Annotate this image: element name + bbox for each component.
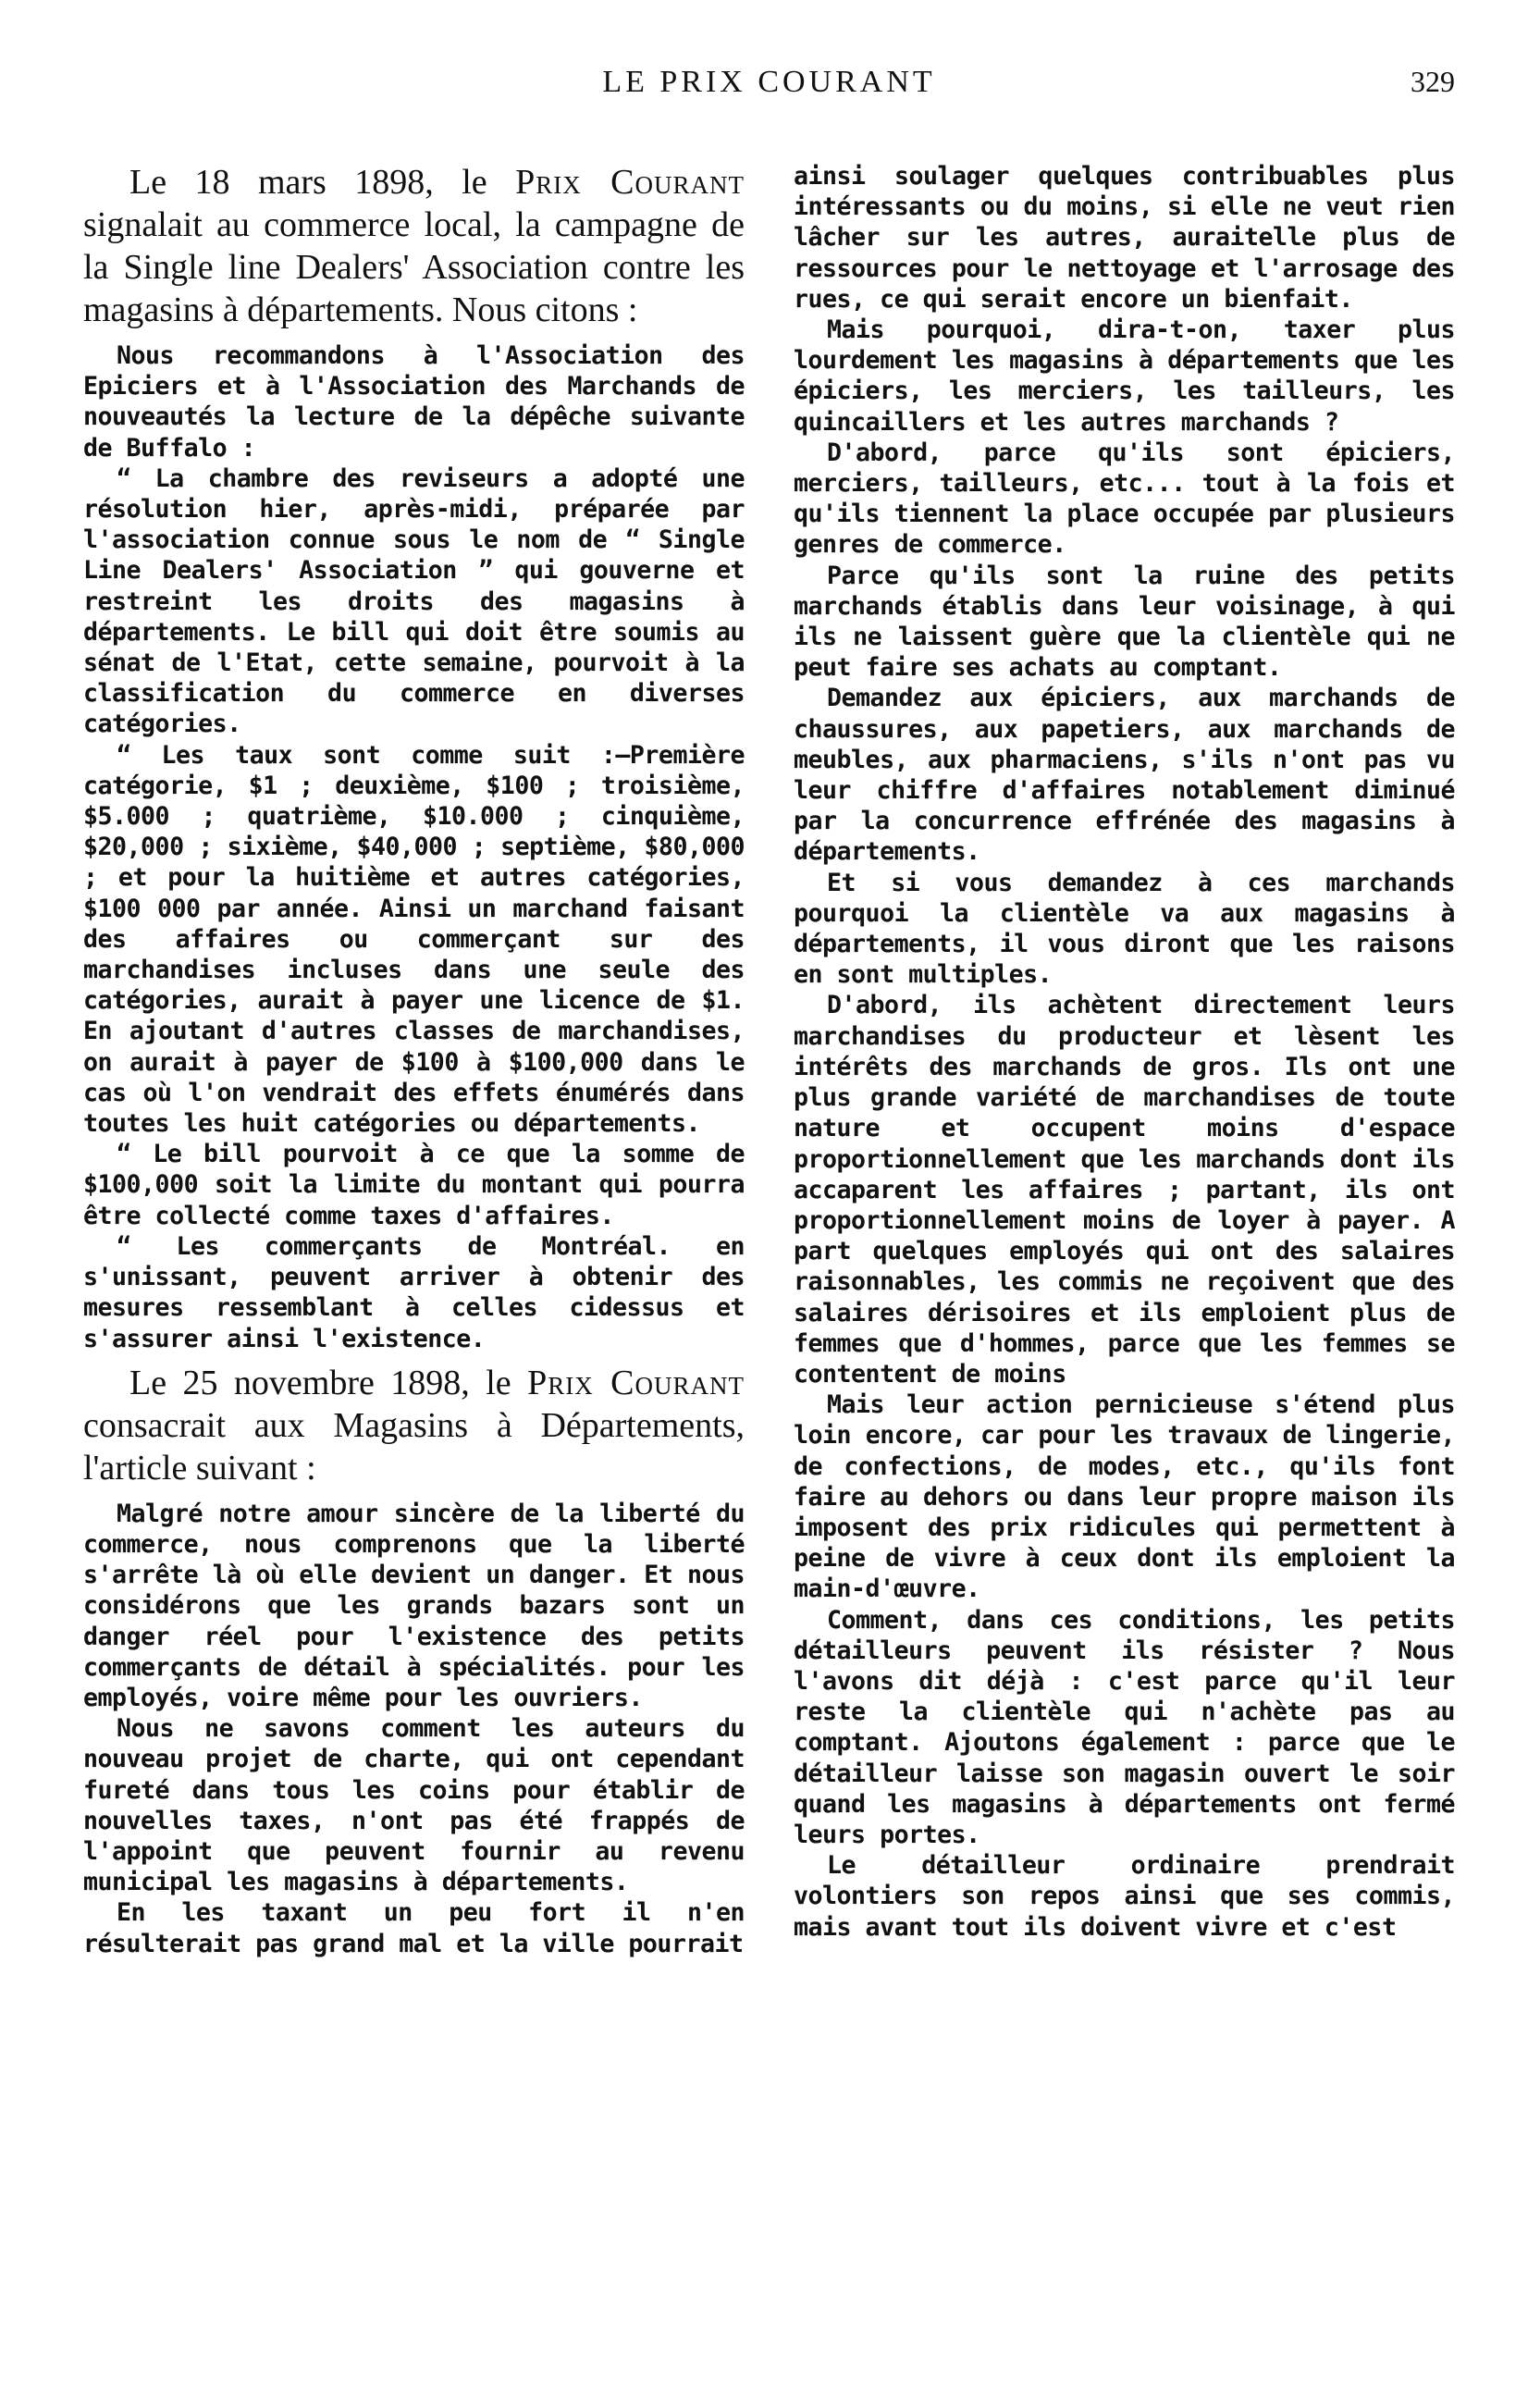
intro2-publication-name: Prix Courant xyxy=(527,1363,745,1402)
right-column xyxy=(794,161,1455,1959)
running-title: LE PRIX COURANT xyxy=(602,65,936,99)
intro-paragraph-1 xyxy=(83,161,745,331)
article-continued-paragraph: ainsi soulager quelques contribuables plus intéressants ou du moins, si elle ne veut rien lâcher sur les autres, auraitelle plus de ressources pour le nettoyage et l'arrosage des rues, ce qui serait encore un bienfait. xyxy=(794,162,1455,314)
article-continued-paragraph: Mais pourquoi, dira-t-on, taxer plus lourdement les magasins à départements que les épiciers, les merciers, les tailleurs, les quincaillers et les autres marchands ? xyxy=(794,315,1455,437)
article-continued-paragraph: Parce qu'ils sont la ruine des petits marchands établis dans leur voisinage, à qui ils ne laissent guère que la clientèle qui ne peut faire ses achats au comptant. xyxy=(794,561,1455,683)
page-header xyxy=(83,65,1455,120)
article-continued-paragraph: Mais leur action pernicieuse s'étend plus loin encore, car pour les travaux de lingerie, de confections, de modes, etc., qu'ils font faire au dehors ou dans leur propre maison ils imposent des prix ridicules qui permettent à peine de vivre à ceux dont ils emploient la main-d'œuvre. xyxy=(794,1390,1455,1604)
article-continued-paragraph: Le détailleur ordinaire prendrait volontiers son repos ainsi que ses commis, mais avant tout ils doivent vivre et c'est xyxy=(794,1851,1455,1942)
article-continued-paragraph: D'abord, ils achètent directement leurs marchandises du producteur et lèsent les intérêts des marchands de gros. Ils ont une plus grande variété de marchandises de toute nature et occupent moins d'espace proportionnellement que les marchands dont ils accaparent les affaires ; partant, ils ont proportionnellement moins de loyer à payer. A part quelques employés qui ont des salaires raisonnables, les commis ne reçoivent que des salaires dérisoires et ils emploient plus de femmes que d'hommes, parce que les femmes se contentent de moins xyxy=(794,991,1455,1389)
intro-paragraph-2 xyxy=(83,1362,745,1489)
article-paragraph: Nous ne savons comment les auteurs du nouveau projet de charte, qui ont cependant fureté dans tous les coins pour établir de nouvelles taxes, n'ont pas été frappés de l'appoint que peuvent fournir au revenu municipal les magasins à départements. xyxy=(83,1714,745,1897)
intro1-text-after: signalait au commerce local, la campagne de la Single line Dealers' Association contre les magasins à départements. Nous citons : xyxy=(83,205,745,329)
intro2-text-before: Le 25 novembre 1898, le xyxy=(129,1363,528,1402)
left-column xyxy=(83,161,745,1959)
quote1-paragraph: “ Le bill pourvoit à ce que la somme de $100,000 soit la limite du montant qui pourra être collecté comme taxes d'affaires. xyxy=(83,1140,745,1230)
article-continued-paragraph: Et si vous demandez à ces marchands pourquoi la clientèle va aux magasins à départements, il vous diront que les raisons en sont multiples. xyxy=(794,868,1455,990)
text-columns xyxy=(83,161,1455,1959)
intro1-text-before: Le 18 mars 1898, le xyxy=(129,163,516,202)
article-continued-paragraph: Comment, dans ces conditions, les petits détailleurs peuvent ils résister ? Nous l'avons dit déjà : c'est parce qu'il leur reste la clientèle qui n'achète pas au comptant. Ajoutons également : parce que le détailleur laisse son magasin ouvert le soir quand les magasins à départements ont fermé leurs portes. xyxy=(794,1605,1455,1849)
page-number: 329 xyxy=(1411,65,1455,98)
intro2-text-after: consacrait aux Magasins à Départements, l'article suivant : xyxy=(83,1405,745,1488)
quote1-paragraph: Nous recommandons à l'Association des Epiciers et à l'Association des Marchands de nouveautés la lecture de la dépêche suivante de Buffalo : xyxy=(83,341,745,463)
article-paragraph: En les taxant un peu fort il n'en résulterait pas grand mal et la ville pourrait xyxy=(83,1898,745,1958)
quote1-paragraph: “ Les commerçants de Montréal. en s'unissant, peuvent arriver à obtenir des mesures ressemblant à celles cidessus et s'assurer ainsi l'existence. xyxy=(83,1231,745,1353)
quote1-paragraph: “ La chambre des reviseurs a adopté une résolution hier, après-midi, préparée par l'association connue sous le nom de “ Single Line Dealers' Association ” qui gouverne et restreint les droits des magasins à départements. Le bill qui doit être soumis au sénat de l'Etat, cette semaine, pourvoit à la classification du commerce en diverses catégories. xyxy=(83,463,745,739)
article-paragraph: Malgré notre amour sincère de la liberté du commerce, nous comprenons que la liberté s'arrête là où elle devient un danger. Et nous considérons que les grands bazars sont un danger réel pour l'existence des petits commerçants de détail à spécialités. pour les employés, voire même pour les ouvriers. xyxy=(83,1499,745,1712)
quote1-paragraph: “ Les taux sont comme suit :—Première catégorie, $1 ; deuxième, $100 ; troisième, $5.000 ; quatrième, $10.000 ; cinquième, $20,000 ; sixième, $40,000 ; septième, $80,000 ; et pour la huitième et autres catégories, $100 000 par année. Ainsi un marchand faisant des affaires ou commerçant sur des marchandises incluses dans une seule des catégories, aurait à payer une licence de $1. En ajoutant d'autres classes de marchandises, on aurait à payer de $100 à $100,000 dans le cas où l'on vendrait des effets énumérés dans toutes les huit catégories ou départements. xyxy=(83,740,745,1139)
article-continued-paragraph: Demandez aux épiciers, aux marchands de chaussures, aux papetiers, aux marchands de meubles, aux pharmaciens, s'ils n'ont pas vu leur chiffre d'affaires notablement diminué par la concurrence effrénée des magasins à départements. xyxy=(794,684,1455,867)
article-continued-paragraph: D'abord, parce qu'ils sont épiciers, merciers, tailleurs, etc... tout à la fois et qu'ils tiennent la place occupée par plusieurs genres de commerce. xyxy=(794,438,1455,560)
intro1-publication-name: Prix Courant xyxy=(515,163,745,202)
